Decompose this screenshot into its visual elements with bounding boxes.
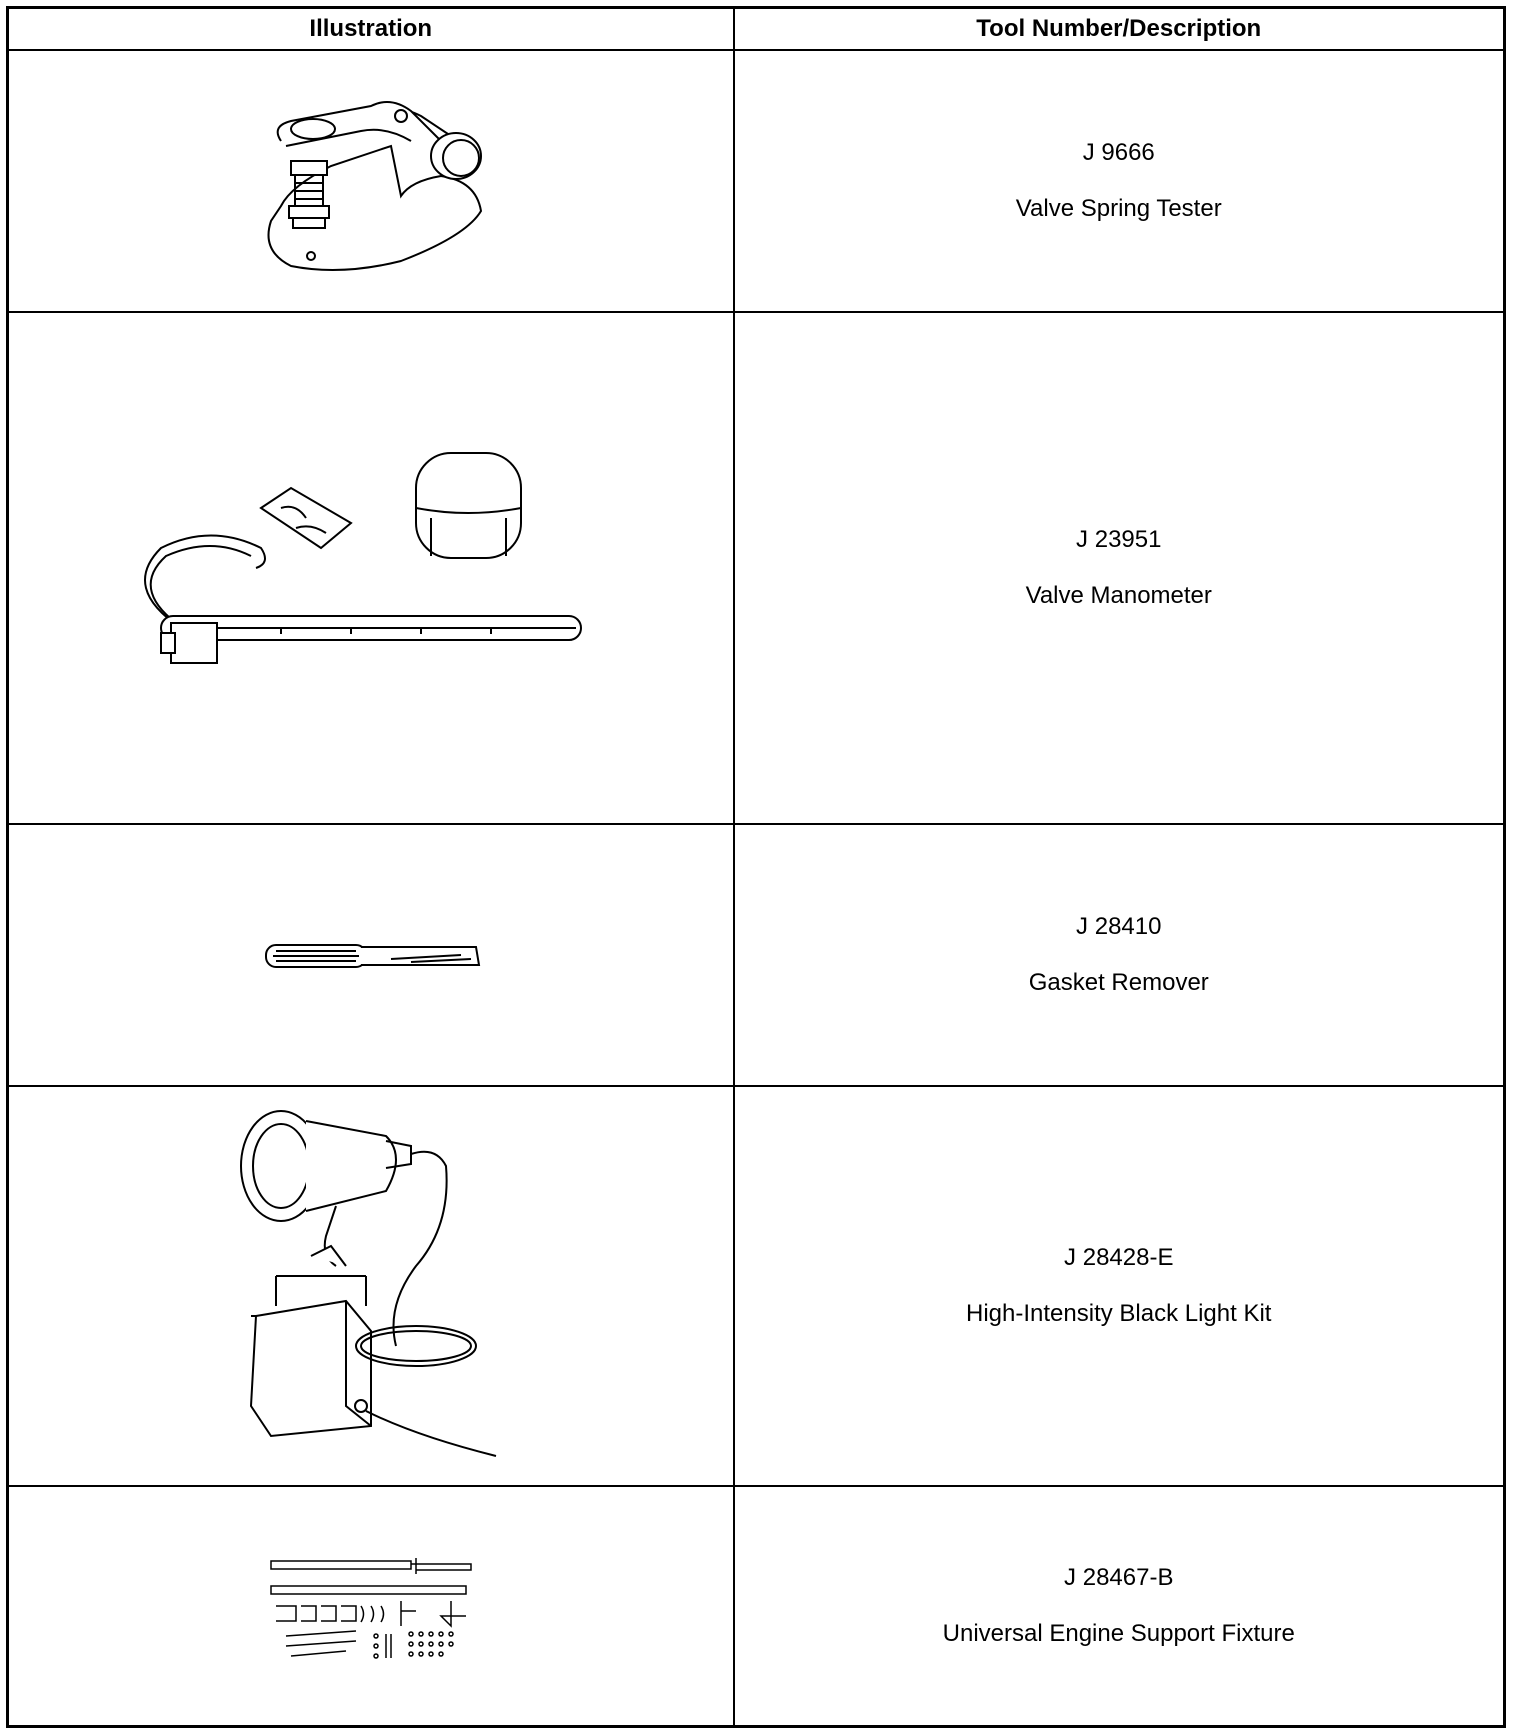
valve-manometer-icon <box>131 448 611 688</box>
description-cell <box>734 1086 1505 1486</box>
table-row <box>8 50 1505 312</box>
tools-table <box>6 6 1506 1728</box>
black-light-kit-icon <box>236 1106 506 1466</box>
description-cell <box>734 312 1505 824</box>
tool-number: J 23951 <box>1076 526 1162 553</box>
illustration-cell <box>8 312 734 824</box>
tool-number: J 28410 <box>1076 913 1162 940</box>
illustration-cell <box>8 1086 734 1486</box>
tool-number: J 9666 <box>1082 139 1155 166</box>
header-row <box>8 8 1505 51</box>
tool-name: Valve Manometer <box>1025 582 1212 609</box>
illustration-cell <box>8 824 734 1086</box>
table-row <box>8 1086 1505 1486</box>
valve-spring-tester-icon <box>251 86 491 276</box>
tool-number: J 28467-B <box>1064 1563 1174 1591</box>
engine-support-fixture-icon <box>266 1546 476 1666</box>
table-row <box>8 1486 1505 1726</box>
description-cell <box>734 50 1505 312</box>
illustration-cell <box>8 1486 734 1726</box>
gasket-remover-icon <box>261 935 481 975</box>
tool-name: Universal Engine Support Fixture <box>942 1619 1295 1647</box>
header-description: Tool Number/Description <box>734 8 1505 51</box>
description-cell <box>734 1486 1505 1726</box>
tool-name: Gasket Remover <box>1028 969 1209 996</box>
description-cell <box>734 824 1505 1086</box>
tool-name: Valve Spring Tester <box>1015 195 1222 222</box>
table-row <box>8 312 1505 824</box>
table-row <box>8 824 1505 1086</box>
tool-name: High-Intensity Black Light Kit <box>966 1300 1272 1327</box>
illustration-cell <box>8 50 734 312</box>
tool-number: J 28428-E <box>1064 1244 1174 1271</box>
header-illustration: Illustration <box>8 8 734 51</box>
